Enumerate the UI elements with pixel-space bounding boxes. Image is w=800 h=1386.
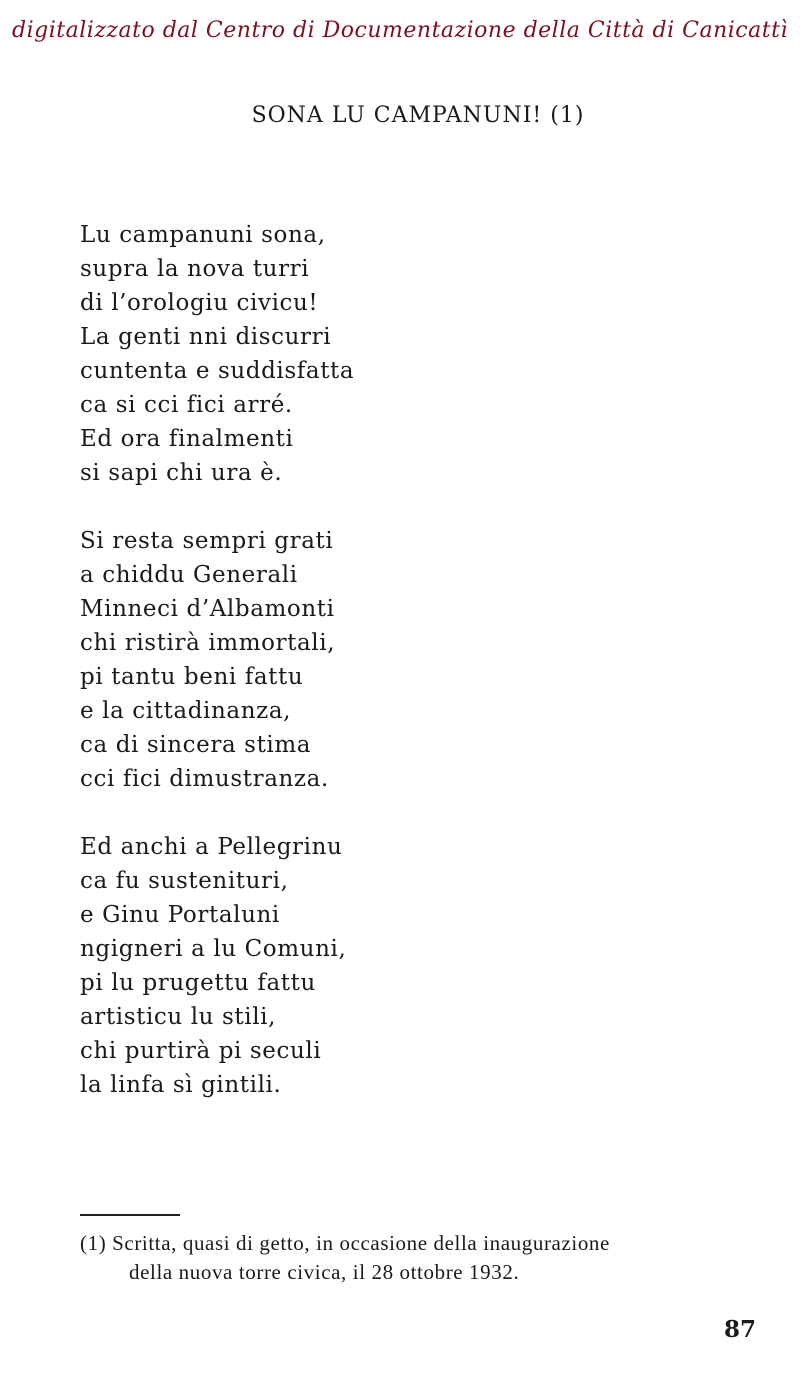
footnote [80, 1229, 750, 1287]
verse-line: La genti nni discurri [80, 324, 332, 350]
verse-line: Lu campanuni sona, [80, 222, 326, 248]
verse-line: pi lu prugettu fattu [80, 970, 316, 996]
verse-line: ca di sincera stima [80, 732, 312, 758]
verse-line: Si resta sempri grati [80, 528, 334, 554]
verse-line: Ed ora finalmenti [80, 426, 294, 452]
verse-line: a chiddu Generali [80, 562, 298, 588]
verse-line: Minneci d’Albamonti [80, 596, 335, 622]
digitization-watermark: digitalizzato dal Centro di Documentazione della Città di Canicattì [12, 18, 788, 43]
verse-line: cuntenta e suddisfatta [80, 358, 355, 384]
verse-line: Ed anchi a Pellegrinu [80, 834, 343, 860]
verse-line: pi tantu beni fattu [80, 664, 304, 690]
verse-line: la linfa sì gintili. [80, 1072, 282, 1098]
page-number: 87 [723, 1316, 756, 1343]
poem-title: SONA LU CAMPANUNI! (1) [251, 103, 585, 128]
verse-line: artisticu lu stili, [80, 1004, 277, 1030]
stanza-2 [80, 524, 354, 796]
stanza-3 [80, 830, 354, 1102]
verse-line: ngigneri a lu Comuni, [80, 936, 347, 962]
verse-line: si sapi chi ura è. [80, 460, 283, 486]
stanza-1 [80, 218, 354, 490]
footnote-line-1: (1) Scritta, quasi di getto, in occasione della inaugurazione [80, 1231, 610, 1255]
footnote-divider [80, 1214, 180, 1216]
verse-line: supra la nova turri [80, 256, 310, 282]
verse-line: di l’orologiu civicu! [80, 290, 319, 316]
verse-line: chi ristirà immortali, [80, 630, 336, 656]
verse-line: cci fici dimustranza. [80, 766, 329, 792]
verse-line: ca fu sustenituri, [80, 868, 289, 894]
verse-line: ca si cci fici arré. [80, 392, 293, 418]
verse-line: chi purtirà pi seculi [80, 1038, 322, 1064]
verse-line: e la cittadinanza, [80, 698, 292, 724]
footnote-line-2: della nuova torre civica, il 28 ottobre 1932. [129, 1260, 520, 1284]
verse-line: e Ginu Portaluni [80, 902, 280, 928]
poem-body [80, 218, 354, 1136]
